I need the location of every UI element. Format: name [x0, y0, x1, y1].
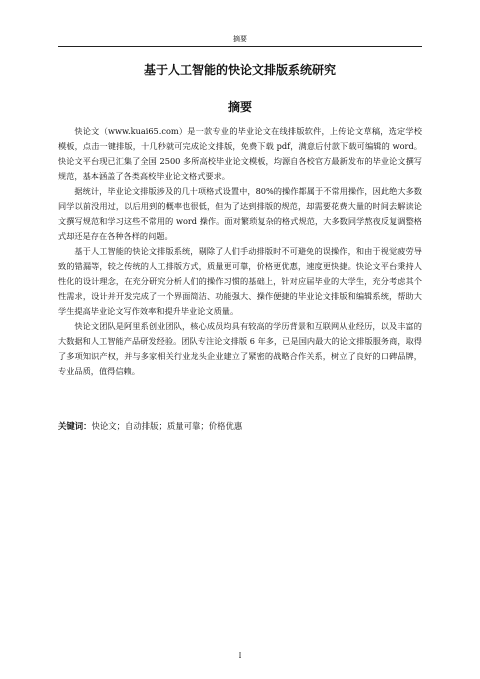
abstract-paragraph-1: 快论文（www.kuai65.com）是一款专业的毕业论文在线排版软件，上传论文草稿，选定学校模板，点击一键排版，十几秒就可完成论文排版，免费下载 pdf，满意后付款下载可编辑的 word。快论文平台现已汇集了全国 2500 多所高校毕业论文模板，均源自各校官方最新发布的毕业论文撰写规范，基本涵盖了各类高校毕业论文格式要求。: [58, 126, 422, 181]
page-number: I: [238, 652, 242, 660]
document-title: 基于人工智能的快论文排版系统研究: [143, 63, 336, 77]
running-header: 摘要: [58, 35, 422, 47]
abstract-paragraph-2: 据统计，毕业论文排版涉及的几十项格式设置中，80%的操作都属于不常用操作，因此绝大多数同学以前没用过，以后用到的概率也很低，但为了达到排版的规范，却需要花费大量的时间去解读论文撰写规范和学习这些不常用的 word 操作。面对繁琐复杂的格式规范，大多数同学熬夜反复调整格式却还是存在各种各样的问题。: [58, 186, 422, 241]
keywords-label: 关键词：: [58, 421, 92, 431]
abstract-paragraph-4: 快论文团队是阿里系创业团队，核心成员均具有较高的学历背景和互联网从业经历，以及丰富的大数据和人工智能产品研发经验。团队专注论文排版 6 年多，已是国内最大的论文排版服务商，取得了多项知识产权，并与多家相关行业龙头企业建立了紧密的战略合作关系，树立了良好的口碑品牌，专业品质，值得信赖。: [58, 321, 422, 376]
keywords-value: 快论文；自动排版；质量可靠；价格优惠: [91, 421, 243, 431]
keywords-line: [58, 419, 422, 433]
abstract-paragraph-3: 基于人工智能的快论文排版系统，剔除了人们手动排版时不可避免的误操作，和由于视觉疲劳导致的错漏等，较之传统的人工排版方式，质量更可靠，价格更优惠，速度更快捷。快论文平台秉持人性化的设计理念，在充分研究分析人们的操作习惯的基础上，针对应届毕业的大学生，充分考虑其个性需求，设计并开发完成了一个界面简洁、功能强大、操作便捷的毕业论文排版和编辑系统，帮助大学生提高毕业论文写作效率和提升毕业论文质量。: [58, 246, 422, 316]
abstract-heading: 摘要: [227, 100, 252, 114]
abstract-body: [58, 124, 422, 379]
